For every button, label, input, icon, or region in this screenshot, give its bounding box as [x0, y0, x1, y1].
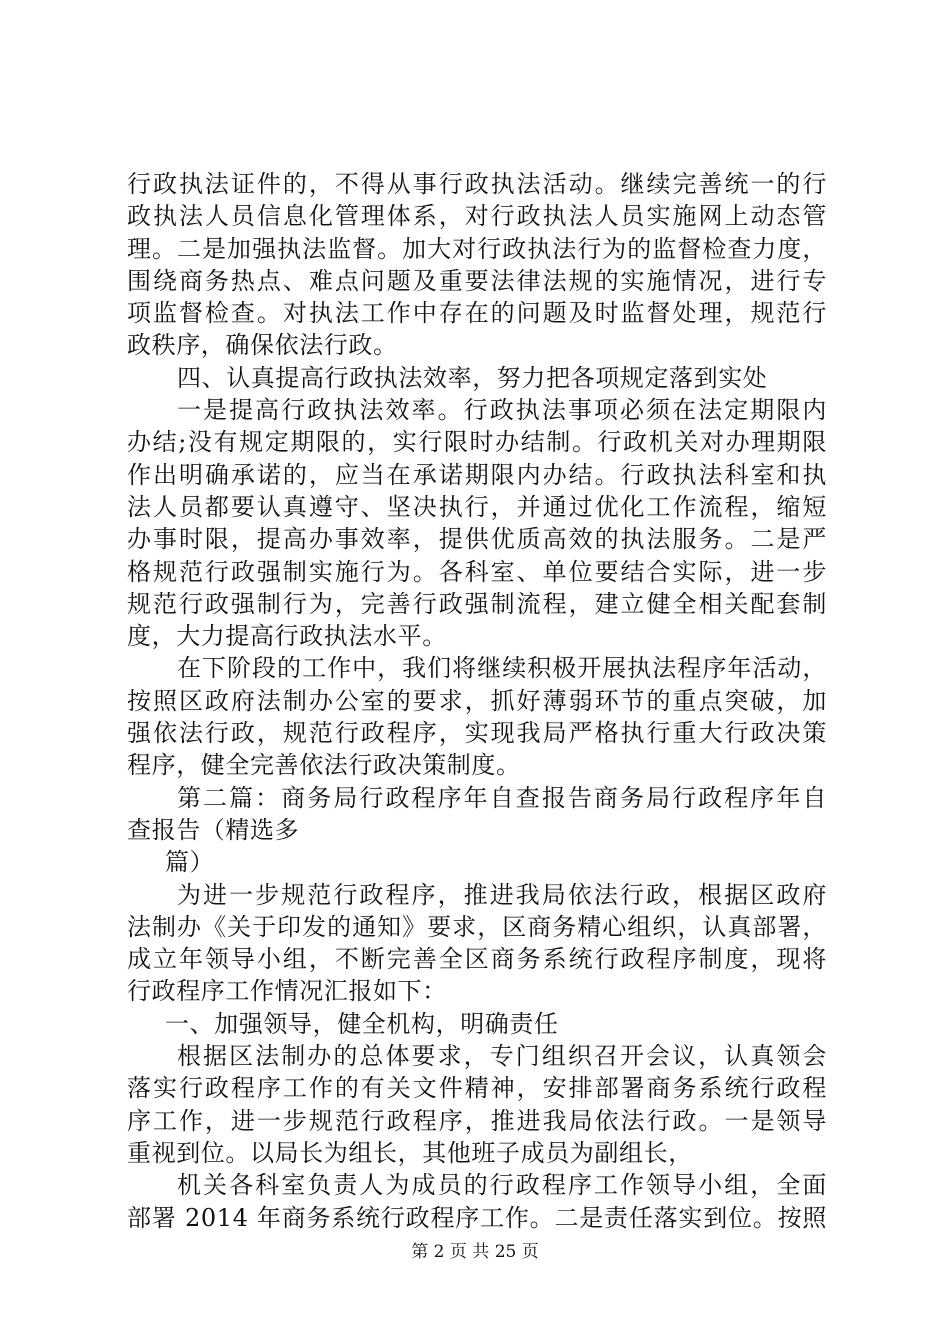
body-line-18: 强依法行政，规范行政程序，实现我局严格执行重大行政决策	[127, 719, 827, 748]
body-line-33: 部署 2014 年商务系统行政程序工作。二是责任落实到位。按照	[127, 1203, 827, 1232]
section-heading-1: 一、加强领导，健全机构，明确责任	[165, 1009, 559, 1038]
body-line-16: 在下阶段的工作中，我们将继续积极开展执法程序年活动，	[177, 654, 827, 683]
body-line-14: 规范行政强制行为，完善行政强制流程，建立健全相关配套制	[127, 589, 827, 618]
body-line-4: 围绕商务热点、难点问题及重要法律法规的实施情况，进行专	[127, 266, 827, 295]
chapter-title-line-3: 篇）	[165, 848, 215, 877]
body-line-11: 法人员都要认真遵守、坚决执行，并通过优化工作流程，缩短	[127, 492, 827, 521]
body-line-32: 机关各科室负责人为成员的行政程序工作领导小组，全面	[177, 1171, 827, 1200]
body-line-30: 序工作，进一步规范行政程序，推进我局依法行政。一是领导	[127, 1106, 827, 1135]
body-line-24: 法制办《关于印发的通知》要求，区商务精心组织，认真部署，	[127, 912, 827, 941]
body-line-15: 度，大力提高行政执法水平。	[127, 622, 447, 651]
body-line-12: 办事时限，提高办事效率，提供优质高效的执法服务。二是严	[127, 525, 827, 554]
body-line-10: 作出明确承诺的，应当在承诺期限内办结。行政执法科室和执	[127, 460, 827, 489]
chapter-title-line-2: 查报告（精选多	[127, 815, 300, 844]
body-line-9: 办结;没有规定期限的，实行限时办结制。行政机关对办理期限	[127, 428, 827, 457]
body-line-17: 按照区政府法制办公室的要求，抓好薄弱环节的重点突破，加	[127, 686, 827, 715]
section-heading-4: 四、认真提高行政执法效率，努力把各项规定落到实处	[177, 363, 768, 392]
body-line-28: 根据区法制办的总体要求，专门组织召开会议，认真领会	[177, 1042, 827, 1071]
body-line-25: 成立年领导小组，不断完善全区商务系统行政程序制度，现将	[127, 945, 827, 974]
body-line-8: 一是提高行政执法效率。行政执法事项必须在法定期限内	[177, 396, 827, 425]
body-line-19: 程序，健全完善依法行政决策制度。	[127, 751, 521, 780]
body-line-23: 为进一步规范行政程序，推进我局依法行政，根据区政府	[177, 880, 827, 909]
body-line-5: 项监督检查。对执法工作中存在的问题及时监督处理，规范行	[127, 299, 827, 328]
document-body	[127, 168, 827, 1234]
body-line-2: 政执法人员信息化管理体系，对行政执法人员实施网上动态管	[127, 202, 827, 231]
body-line-1: 行政执法证件的，不得从事行政执法活动。继续完善统一的行	[127, 170, 827, 198]
body-line-13: 格规范行政强制实施行为。各科室、单位要结合实际，进一步	[127, 557, 827, 586]
body-line-29: 落实行政程序工作的有关文件精神，安排部署商务系统行政程	[127, 1074, 827, 1103]
body-line-6: 政秩序，确保依法行政。	[127, 331, 398, 360]
body-line-31: 重视到位。以局长为组长，其他班子成员为副组长，	[127, 1138, 693, 1167]
page-number-footer: 第 2 页 共 25 页	[411, 1242, 539, 1262]
body-line-3: 理。二是加强执法监督。加大对行政执法行为的监督检查力度，	[127, 234, 827, 263]
body-line-26: 行政程序工作情况汇报如下：	[127, 977, 447, 1006]
chapter-title-line-1: 第二篇：商务局行政程序年自查报告商务局行政程序年自	[177, 783, 827, 812]
